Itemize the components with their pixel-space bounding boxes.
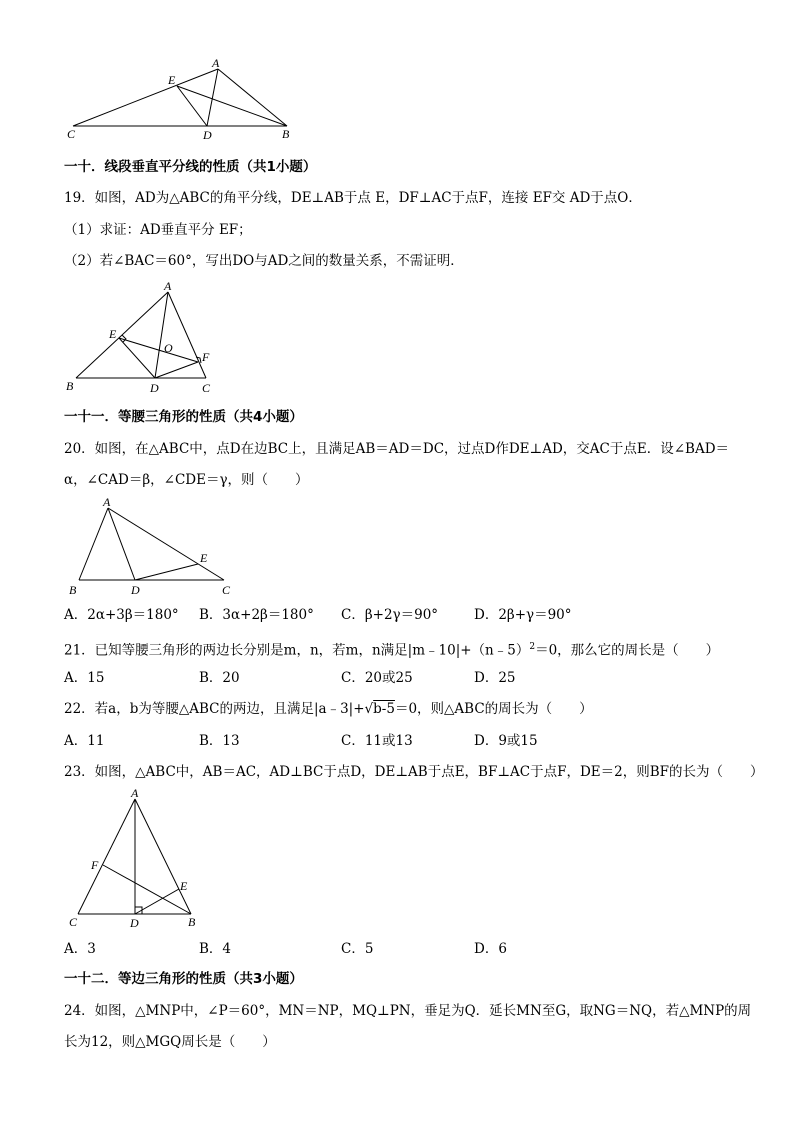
label-E: E <box>180 879 188 893</box>
label-D: D <box>203 128 212 142</box>
label-A: A <box>131 786 139 800</box>
label-B: B <box>188 915 196 929</box>
q24-line1: 24．如图，△MNP中，∠P＝60°，MN＝NP，MQ⊥PN，垂足为Q．延长MN至G，取NG＝NQ，若△MNP的周 <box>64 1003 752 1019</box>
q21-text-a: 21．已知等腰三角形的两边长分别是m，n，若m，n满足|m﹣10|+（n﹣5） <box>64 642 530 659</box>
label-A: A <box>212 56 220 70</box>
label-E: E <box>168 73 176 87</box>
q21-option-c: C．20或25 <box>341 670 413 686</box>
q19-line1: 19．如图，AD为△ABC的角平分线，DE⊥AB于点 E，DF⊥AC于点F，连接 EF交 AD于点O． <box>64 190 642 206</box>
q22-option-b: B．13 <box>199 733 240 749</box>
label-F: F <box>202 350 210 364</box>
label-C: C <box>67 127 76 141</box>
label-F: F <box>91 858 99 872</box>
q21-option-b: B．20 <box>199 670 240 686</box>
q21-option-a: A．15 <box>64 670 105 686</box>
section-10-heading: 一十．线段垂直平分线的性质（共1小题） <box>64 159 317 175</box>
label-C: C <box>222 583 231 597</box>
figure-q20 <box>62 492 242 602</box>
section-12-heading: 一十二．等边三角形的性质（共3小题） <box>64 971 303 987</box>
label-C: C <box>202 381 211 395</box>
q22-text-b: ＝0，则△ABC的周长为（ ） <box>394 701 593 717</box>
q23-line1: 23．如图，△ABC中，AB＝AC，AD⊥BC于点D，DE⊥AB于点E，BF⊥AC于点F，DE＝2，则BF的长为（ ） <box>64 764 764 780</box>
q24-line2: 长为12，则△MGQ周长是（ ） <box>64 1034 276 1050</box>
q21-option-d: D．25 <box>474 670 516 686</box>
figure-top-triangle <box>55 55 315 147</box>
q22-option-a: A．11 <box>64 733 105 749</box>
label-C: C <box>69 915 78 929</box>
q23-option-d: D．6 <box>474 941 507 957</box>
q23-option-c: C．5 <box>341 941 374 957</box>
label-B: B <box>282 127 290 141</box>
figure-q19 <box>60 278 230 398</box>
label-A: A <box>103 495 111 509</box>
label-E: E <box>109 327 117 341</box>
q22-text-a: 22．若a，b为等腰△ABC的两边，且满足|a﹣3|+ <box>64 701 365 717</box>
label-B: B <box>69 583 77 597</box>
label-D: D <box>150 381 159 395</box>
q19-line2: （1）求证：AD垂直平分 EF； <box>64 222 252 238</box>
label-A: A <box>164 279 172 293</box>
q20-option-c: C．β+2γ＝90° <box>341 607 439 623</box>
q23-option-a: A．3 <box>64 941 96 957</box>
label-O: O <box>164 341 173 355</box>
q22-line1 <box>64 700 593 718</box>
q20-option-b: B．3α+2β＝180° <box>199 607 314 623</box>
label-E: E <box>200 551 208 565</box>
q21-text-b: ＝0，那么它的周长是（ ） <box>535 642 720 659</box>
q20-option-d: D．2β+γ＝90° <box>474 607 572 623</box>
q20-option-a: A．2α+3β＝180° <box>64 607 179 623</box>
q19-line3: （2）若∠BAC＝60°，写出DO与AD之间的数量关系，不需证明． <box>64 253 464 269</box>
q22-option-d: D．9或15 <box>474 733 538 749</box>
q21-line1 <box>64 638 719 660</box>
sqrt-icon: √ <box>364 701 374 717</box>
section-11-heading: 一十一．等腰三角形的性质（共4小题） <box>64 409 303 425</box>
q20-line2: α，∠CAD＝β，∠CDE＝γ，则（ ） <box>64 472 309 488</box>
q23-option-b: B．4 <box>199 941 232 957</box>
label-B: B <box>66 379 74 393</box>
q22-radicand: b-5 <box>373 701 395 717</box>
q22-option-c: C．11或13 <box>341 733 413 749</box>
label-D: D <box>131 583 140 597</box>
figure-q23 <box>62 785 212 935</box>
label-D: D <box>130 916 139 930</box>
q21-exponent: 2 <box>529 642 536 652</box>
q20-line1: 20．如图，在△ABC中，点D在边BC上，且满足AB＝AD＝DC，过点D作DE⊥AD，交AC于点E．设∠BAD＝ <box>64 441 730 457</box>
